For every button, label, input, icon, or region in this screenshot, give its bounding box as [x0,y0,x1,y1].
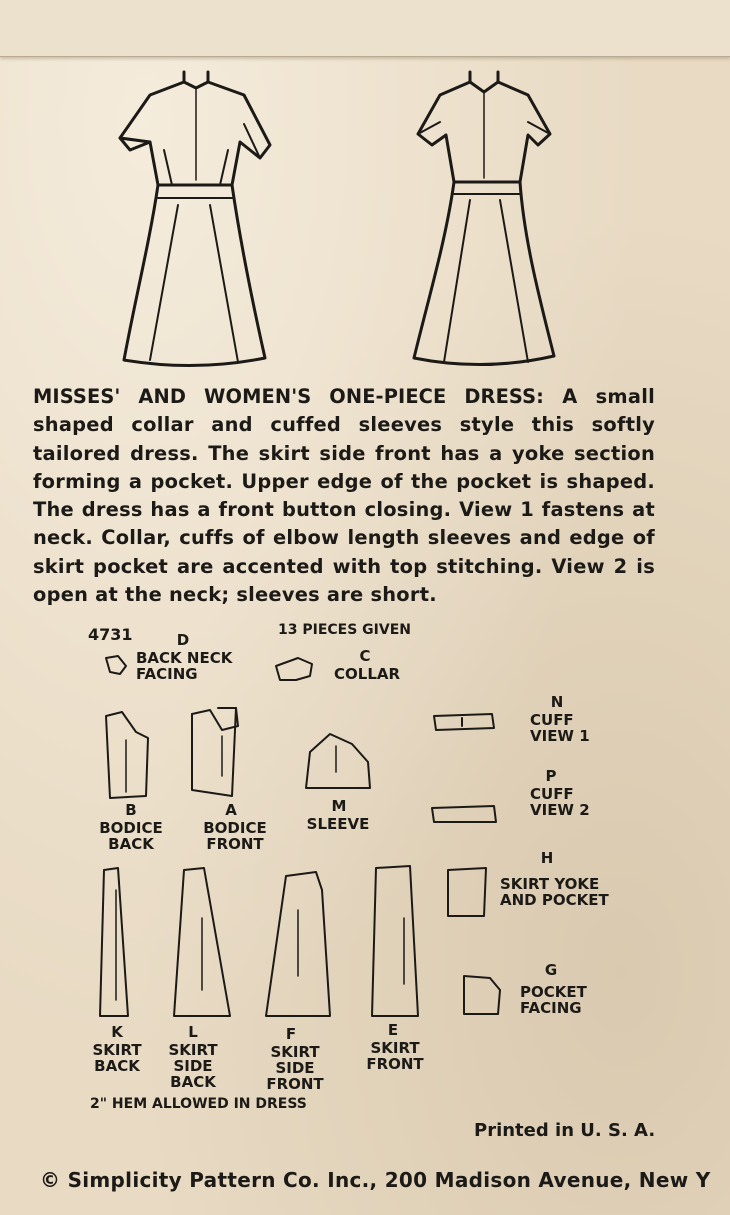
piece-f-name: SKIRT SIDE FRONT [266,1043,324,1093]
piece-h-letter: H [540,849,554,867]
piece-k-shape [100,868,128,1016]
piece-l-name: SKIRT SIDE BACK [168,1041,218,1091]
piece-c-name: COLLAR [334,665,401,683]
piece-d-shape [106,656,126,674]
piece-k-letter: K [111,1023,123,1041]
piece-g-letter: G [544,961,558,979]
piece-g-name: POCKET FACING [520,983,587,1017]
hem-note: 2" HEM ALLOWED IN DRESS [90,1096,307,1112]
piece-e-letter: E [387,1021,399,1039]
description-heading: MISSES' AND WOMEN'S ONE-PIECE DRESS: [33,385,545,408]
piece-p-letter: P [545,767,557,785]
piece-m-name: SLEEVE [306,815,370,833]
description-body: A small shaped collar and cuffed sleeves style this softly tailored dress. The skirt side front has a yoke section forming a pocket. Upper edge of the pocket is shaped. The dress has a front button closing. View 1 fastens at neck. Collar, cuffs of elbow length sleeves and edge of skirt pocket are accented with top stitching. View 2 is open at the neck; sleeves are short. [33,385,655,607]
piece-n-name: CUFF VIEW 1 [530,711,590,745]
piece-p-shape [432,806,496,822]
pieces-given: 13 PIECES GIVEN [278,622,411,638]
piece-d-letter: D [176,631,190,649]
piece-c-shape [276,658,312,680]
piece-l-letter: L [188,1023,198,1041]
copyright-line: © Simplicity Pattern Co. Inc., 200 Madison Avenue, New Y [40,1168,711,1192]
piece-a-letter: A [225,801,237,819]
piece-b-name: BODICE BACK [99,819,163,853]
dress-view-1-illustration [120,72,270,366]
piece-b-shape [106,712,148,798]
piece-g-shape [464,976,500,1014]
piece-d-name: BACK NECK FACING [136,649,233,683]
piece-n-letter: N [550,693,564,711]
piece-m-letter: M [331,797,347,815]
piece-e-name: SKIRT FRONT [366,1039,424,1073]
piece-h-shape [448,868,486,916]
piece-f-letter: F [285,1025,297,1043]
piece-n-shape [434,714,494,730]
dress-view-2-illustration [414,72,554,365]
piece-m-shape [306,734,370,788]
piece-a-shape [192,708,238,730]
piece-h-name: SKIRT YOKE AND POCKET [500,875,609,909]
piece-a-name: BODICE FRONT [203,819,267,853]
piece-b-letter: B [125,801,137,819]
piece-k-name: SKIRT BACK [92,1041,142,1075]
dress-description [33,383,655,609]
piece-p-name: CUFF VIEW 2 [530,785,590,819]
pattern-number: 4731 [88,625,133,644]
printed-in-usa: Printed in U. S. A. [474,1120,656,1141]
piece-e-shape [372,866,418,1016]
piece-c-letter: C [359,647,371,665]
